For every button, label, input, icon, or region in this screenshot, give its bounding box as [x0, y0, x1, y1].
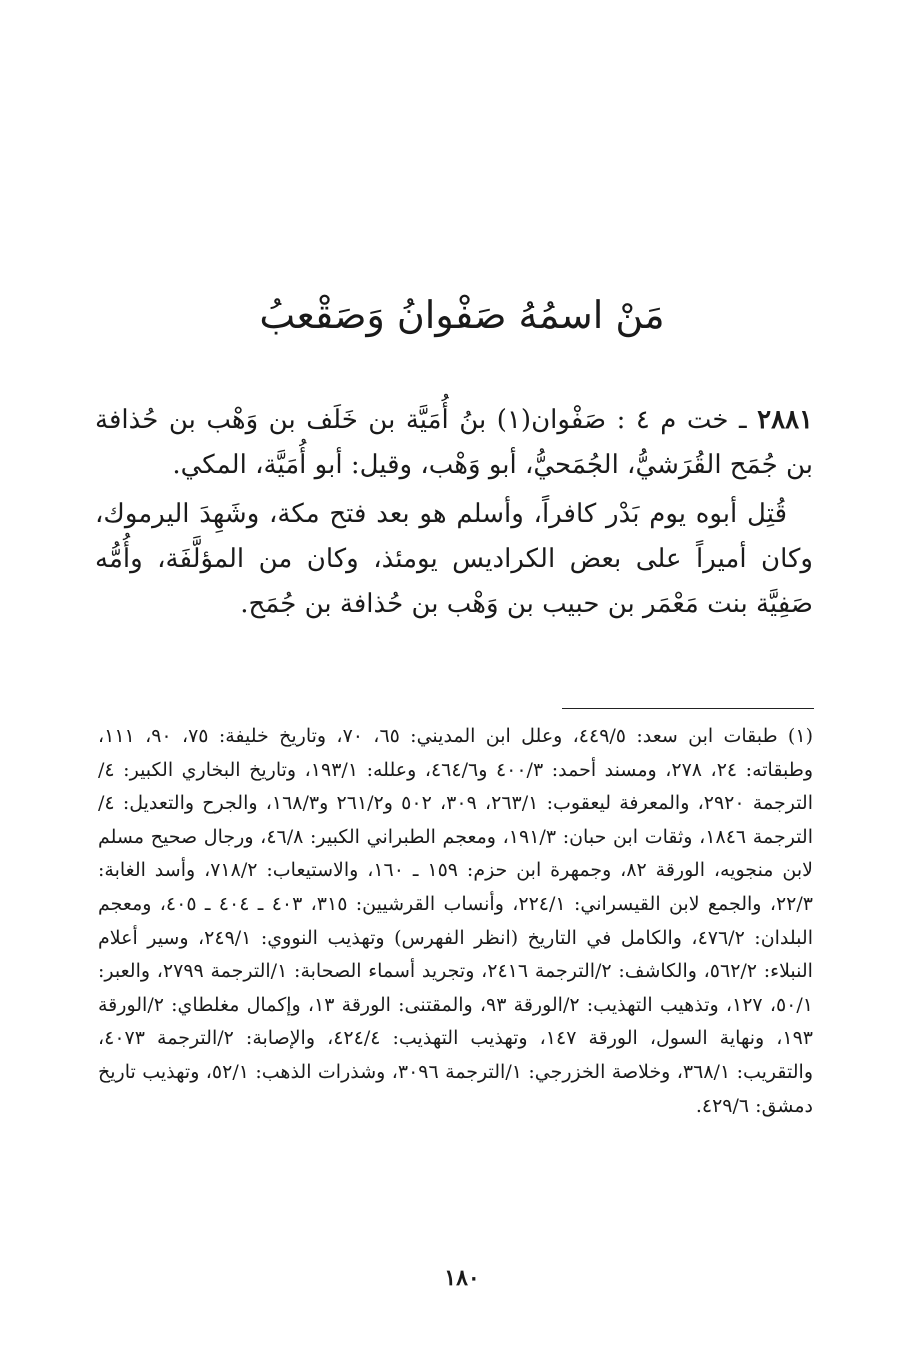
footnote-separator: [562, 708, 814, 709]
footnotes: [98, 720, 813, 1123]
page-number: ١٨٠: [444, 1265, 480, 1291]
footnote-1: (١) طبقات ابن سعد: ٤٤٩/٥، وعلل ابن المديني: ٦٥، ٧٠، وتاريخ خليفة: ٧٥، ٩٠، ١١١، وطبقاته: ٢٤، ٢٧٨، ومسند أحمد: ٤٠٠/٣ و٤٦٤/٦، وعلله: ١٩٣/١، وتاريخ البخاري الكبير: ٤/الترجمة ٢٩٢٠، والمعرفة ليعقوب: ٢٦٣/١، ٣٠٩، ٥٠٢ و٢٦١/٢ و١٦٨/٣، والجرح والتعديل: ٤/الترجمة ١٨٤٦، وثقات ابن حبان: ١٩١/٣، ومعجم الطبراني الكبير: ٤٦/٨، ورجال صحيح مسلم لابن منجويه، الورقة ٨٢، وجمهرة ابن حزم: ١٥٩ ـ ١٦٠، والاستيعاب: ٧١٨/٢، وأسد الغابة: ٢٢/٣، والجمع لابن القيسراني: ٢٢٤/١، وأنساب القرشيين: ٣١٥، ٤٠٣ ـ ٤٠٤ ـ ٤٠٥، ومعجم البلدان: ٤٧٦/٢، والكامل في التاريخ (انظر الفهرس) وتهذيب النووي: ٢٤٩/١، وسير أعلام النبلاء: ٥٦٢/٢، والكاشف: ٢/الترجمة ٢٤١٦، وتجريد أسماء الصحابة: ١/الترجمة ٢٧٩٩، والعبر: ٥٠/١، ١٢٧، وتذهيب التهذيب: ٢/الورقة ٩٣، والمقتنى: الورقة ١٣، وإكمال مغلطاي: ٢/الورقة ١٩٣، ونهاية السول، الورقة ١٤٧، وتهذيب التهذيب: ٤٢٤/٤، والإصابة: ٢/الترجمة ٤٠٧٣، والتقريب: ٣٦٨/١، وخلاصة الخزرجي: ١/الترجمة ٣٠٩٦، وشذرات الذهب: ٥٢/١، وتهذيب تاريخ دمشق: ٤٢٩/٦.: [98, 725, 813, 1117]
chapter-heading: مَنْ اسمُهُ صَفْوانُ وَصَقْعبُ: [259, 293, 665, 337]
entry-sigla: ـ خت م ٤ :: [616, 405, 747, 435]
entry-name-text: صَفْوان(١) بنُ أُمَيَّة بن خَلَف بن وَهْب بن حُذافة بن جُمَح القُرَشيُّ، الجُمَحيُّ، أبو وَهْب، وقيل: أبو أُمَيَّة، المكي.: [95, 405, 813, 480]
entry-second-paragraph: قُتِل أبوه يوم بَدْر كافراً، وأسلم هو بعد فتح مكة، وشَهِدَ اليرموك، وكان أميراً على بعض الكراديس يومئذ، وكان من المؤلَّفَة، وأُمُّه صَفِيَّة بنت مَعْمَر بن حبيب بن وَهْب بن حُذافة بن جُمَح.: [95, 499, 813, 619]
entry-first-paragraph: [95, 398, 813, 488]
entry-number: ٢٨٨١: [757, 405, 814, 435]
biography-entry: [95, 398, 813, 627]
